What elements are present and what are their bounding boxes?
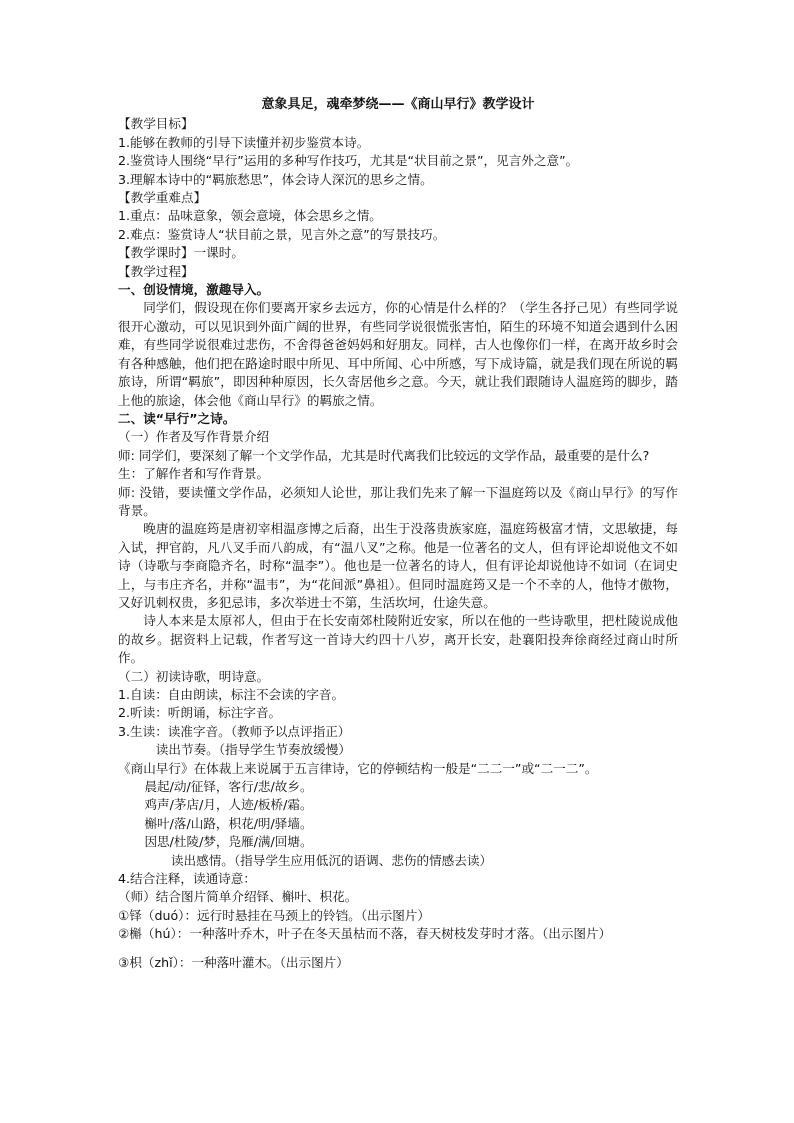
- teacher-line-2: 师: 没错，要读懂文学作品，必须知人论世，那让我们先来了解一下温庭筠以及《商山早行》的写作背景。: [118, 484, 678, 518]
- class-hours: 【教学课时】一课时。: [118, 245, 244, 261]
- rhythm-note: 《商山早行》在体裁上来说属于五言律诗，它的停顿结构一般是“二二一”或“二一二”。: [118, 760, 598, 776]
- subsection-2-heading: （二）初读诗歌，明诗意。: [118, 668, 270, 684]
- key-point-2: 2.难点：鉴赏诗人“状目前之景，见言外之意”的写景技巧。: [118, 226, 446, 242]
- author-paragraph: 晚唐的温庭筠是唐初宰相温彦博之后裔，出生于没落贵族家庭，温庭筠极富才情，文思敏捷，每入试，押官韵，凡八叉手而八韵成，有“温八叉”之称。他是一位著名的文人，但有评论却说他文不如诗（诗歌与李商隐齐名，时称“温李”）。他也是一位著名的诗人，但有评论却说他诗不如词（在词史上，与韦庄齐名，并称“温韦”，为“花间派”鼻祖）。但同时温庭筠又是一个不幸的人，他恃才傲物，又好讥刺权贵，多犯忌讳，多次举进士不第，生活坎坷，仕途失意。: [118, 521, 678, 610]
- student-line-1: 生：了解作者和写作背景。: [118, 466, 270, 482]
- note-1: ①铎（duó）：远行时悬挂在马颈上的铃铛。（出示图片）: [118, 907, 431, 923]
- process-heading: 【教学过程】: [118, 263, 194, 279]
- key-points-heading: 【教学重难点】: [118, 190, 207, 206]
- poem-line-2: 鸡声/茅店/月，人迹/板桥/霜。: [144, 797, 313, 813]
- note-2: ②槲（hú）：一种落叶乔木，叶子在冬天虽枯而不落，春天树枝发芽时才落。（出示图片）: [118, 926, 612, 942]
- document-page: [118, 96, 678, 972]
- note-3: ③枳（zhǐ）：一种落叶灌木。（出示图片）: [118, 954, 349, 970]
- goal-3: 3.理解本诗中的“羁旅愁思”，体会诗人深沉的思乡之情。: [118, 171, 433, 187]
- section-1-heading: 一、创设情境，激趣导入。: [118, 282, 270, 298]
- key-point-1: 1.重点：品味意象，领会意境，体会思乡之情。: [118, 208, 382, 224]
- emotion-reading-note: 读出感情。（指导学生应用低沉的语调、悲伤的情感去读）: [170, 852, 493, 868]
- section-2-heading: 二、读“早行”之诗。: [118, 410, 236, 426]
- reading-step-1: 1.自读：自由朗读，标注不会读的字音。: [118, 687, 345, 702]
- teacher-image-intro: （师）结合图片简单介绍铎、槲叶、枳花。: [118, 889, 358, 905]
- poem-line-1: 晨起/动/征铎，客行/悲/故乡。: [144, 779, 313, 795]
- poem-line-3: 槲叶/落/山路，枳花/明/驿墙。: [144, 815, 313, 831]
- background-paragraph: 诗人本来是太原祁人，但由于在长安南郊杜陵附近安家，所以在他的一些诗歌里，把杜陵说成他的故乡。据资料上记载，作者写这一首诗大约四十八岁，离开长安，赴襄阳投奔徐商经过商山时所作。: [118, 613, 678, 666]
- subsection-1-heading: （一）作者及写作背景介绍: [118, 429, 270, 445]
- reading-step-4: 4.结合注释，读通诗意：: [118, 871, 256, 887]
- intro-paragraph: 同学们，假设现在你们要离开家乡去远方，你的心情是什么样的？（学生各抒己见）有些同学说很开心激动，可以见识到外面广阔的世界，有些同学说很慌张害怕，陌生的环境不知道会遇到什么困难，有些同学说很难过悲伤，不舍得爸爸妈妈和好朋友。同样，古人也像你们一样，在离开故乡时会有各种感触，他们把在路途时眼中所见、耳中所闻、心中所感，写下成诗篇，就是我们现在所说的羁旅诗，所谓“羁旅”，即因种种原因，长久寄居他乡之意。今天，就让我们跟随诗人温庭筠的脚步，踏上他的旅途，体会他《商山早行》的羁旅之情。: [118, 300, 678, 408]
- goal-2: 2.鉴赏诗人围绕“早行”运用的多种写作技巧，尤其是“状目前之景”，见言外之意”。: [118, 153, 579, 169]
- reading-step-3-rhythm: 读出节奏。（指导学生节奏放缓慢）: [155, 742, 351, 758]
- goal-1: 1.能够在教师的引导下读懂并初步鉴赏本诗。: [118, 134, 370, 150]
- teacher-line-1: 师: 同学们，要深刻了解一个文学作品，尤其是时代离我们比较远的文学作品，最重要的是什么?: [118, 447, 650, 463]
- reading-step-2: 2.听读：听朗诵，标注字音。: [118, 705, 282, 721]
- goals-heading: 【教学目标】: [118, 116, 194, 132]
- reading-step-3: 3.生读：读准字音。（教师予以点评指正）: [118, 723, 351, 739]
- document-title: 意象具足，魂牵梦绕——《商山早行》教学设计: [261, 97, 535, 112]
- poem-line-4: 因思/杜陵/梦，凫雁/满/回塘。: [144, 834, 313, 850]
